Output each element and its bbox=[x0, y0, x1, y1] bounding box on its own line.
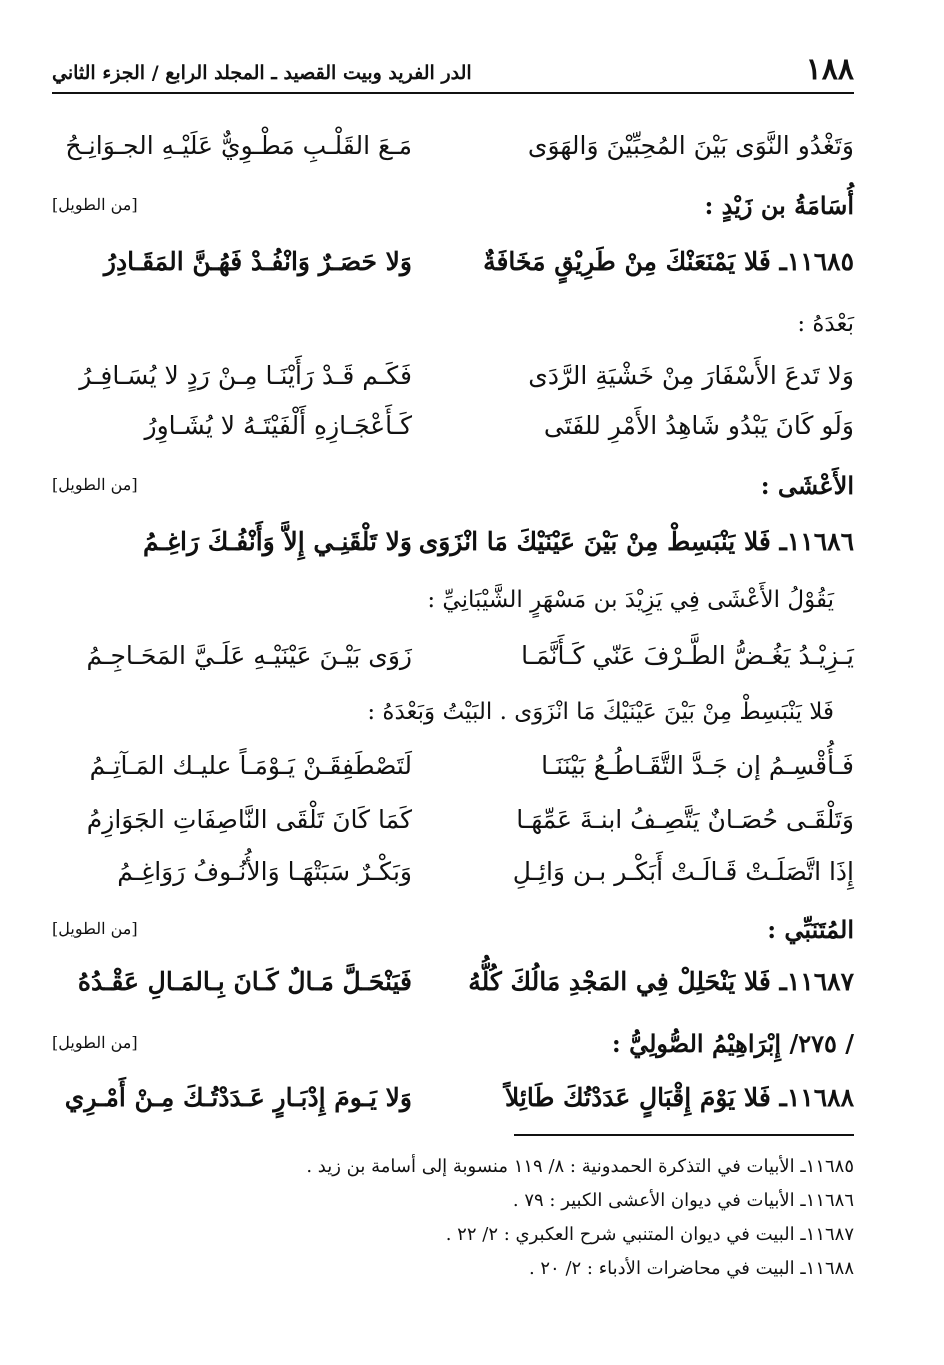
verse-second-hemistich: وَلا حَصَـرٌ وَانْفُـدْ فَهُـنَّ المَقَـادِرُ bbox=[103, 247, 412, 276]
poet-name: / ٢٧٥/ إِبْرَاهِيْمُ الصُّولِيُّ : bbox=[611, 1029, 854, 1058]
verse-second-hemistich: فَكَـم قَـدْ رَأَيْنَـا مِـنْ رَدٍ لا يُسَـافِـرُ bbox=[79, 361, 412, 390]
numbered-verse-line bbox=[52, 518, 854, 566]
footnote: ١١٦٨٨ـ البيت في محاضرات الأدباء : ٢/ ٢٠ . bbox=[528, 1258, 854, 1279]
verse-first-hemistich-text: فَلا يَنْحَلِلْ فِي المَجْدِ مَالُكَ كُلُّهُ bbox=[468, 967, 771, 996]
verse-line bbox=[52, 122, 854, 170]
verse-first-hemistich: وَلَو كَانَ يَبْدُو شَاهِدُ الأَمْرِ للفَتَى bbox=[543, 411, 854, 440]
verse-first-hemistich: وَتَغْدُو النَّوَى بَيْنَ المُحِبِّيْنَ وَالهَوَى bbox=[527, 131, 854, 160]
footnote: ١١٦٨٦ـ الأبيات في ديوان الأعشى الكبير : ٧٩ . bbox=[512, 1190, 854, 1211]
footnote-separator bbox=[514, 1134, 854, 1136]
poet-heading bbox=[52, 462, 854, 510]
verse-line bbox=[52, 742, 854, 790]
page-body bbox=[52, 0, 854, 1130]
meter-label: [من الطويل] bbox=[52, 475, 138, 494]
prose-text: فَلا يَنْبَسِطْ مِنْ بَيْنَ عَيْنَيْكَ مَا انْزَوَى . البَيْتُ وَبَعْدَهُ : bbox=[367, 699, 834, 725]
verse-second-hemistich: وَلا تَلْقَنِـي إِلاَّ وَأَنْفُـكَ رَاغِـمُ bbox=[142, 527, 412, 556]
verse-first-hemistich bbox=[468, 958, 854, 1006]
verse-first-hemistich: وَتَلْقَـى حُصَـانٌ يَتَّصِـفُ ابنـةَ عَمِّهَـا bbox=[516, 805, 854, 834]
verse-number: ١١٦٨٨ـ bbox=[779, 1083, 854, 1112]
prose-text: يَقُوْلُ الأَعْشَى فِي يَزِيْدَ بن مَسْهَرٍ الشَّيْبَانِيِّ : bbox=[427, 587, 834, 613]
verse-number: ١١٦٨٧ـ bbox=[779, 967, 854, 996]
footnotes bbox=[52, 1150, 854, 1286]
verse-number: ١١٦٨٥ـ bbox=[779, 247, 854, 276]
footnote: ١١٦٨٧ـ البيت في ديوان المتنبي شرح العكبري : ٢/ ٢٢ . bbox=[445, 1224, 854, 1245]
verse-first-hemistich-text: فَلا يَمْنَعَنْكَ مِنْ طَرِيْقٍ مَخَافَةٌ bbox=[483, 247, 771, 276]
verse-second-hemistich: وَلا يَـومَ إِدْبَـارٍ عَـدَدْتُـكَ مِـنْ أَمْـرِي bbox=[64, 1083, 412, 1112]
running-title: الدر الفريد وبيت القصيد ـ المجلد الرابع / الجزء الثاني bbox=[52, 62, 472, 84]
verse-first-hemistich: إِذَا اتَّصَلَـتْ قَـالَـتْ أَبَكْـر بـن وَائِـلِ bbox=[512, 857, 854, 886]
prose-line bbox=[52, 576, 854, 624]
verse-line bbox=[52, 796, 854, 844]
footnote: ١١٦٨٥ـ الأبيات في التذكرة الحمدونية : ٨/ ١١٩ منسوبة إلى أسامة بن زيد . bbox=[306, 1156, 854, 1177]
verse-second-hemistich: زَوَى بَيْـنَ عَيْنَيْـهِ عَلَـيَّ المَحَـاجِـمُ bbox=[86, 641, 412, 670]
poet-name: أُسَامَةُ بن زَيْدٍ : bbox=[704, 191, 854, 220]
numbered-verse-line bbox=[52, 958, 854, 1006]
numbered-verse-line bbox=[52, 1074, 854, 1122]
verse-first-hemistich bbox=[418, 518, 854, 566]
verse-first-hemistich bbox=[474, 1074, 854, 1122]
verse-second-hemistich: وَبَكْـرٌ سَبَتْهَـا وَالأُنُـوفُ رَوَاغِـمُ bbox=[117, 857, 412, 886]
verse-first-hemistich bbox=[474, 238, 854, 286]
verse-line bbox=[52, 352, 854, 400]
meter-label: [من الطويل] bbox=[52, 919, 138, 938]
verse-number: ١١٦٨٦ـ bbox=[779, 527, 854, 556]
prose-text: بَعْدَهُ : bbox=[797, 311, 854, 337]
verse-line bbox=[52, 848, 854, 896]
verse-first-hemistich: وَلا تَدعَ الأَسْفَارَ مِنْ خَشْيَةِ الرَّدَى bbox=[528, 361, 854, 390]
verse-line bbox=[52, 402, 854, 450]
verse-first-hemistich: يَـزِيْـدُ يَغُـضُّ الطَّـرْفَ عَنّي كَـأَنَّمَـا bbox=[521, 641, 854, 670]
verse-second-hemistich: كَمَا كَانَ تَلْقَى النَّاصِفَاتِ الجَوَازِمُ bbox=[86, 805, 412, 834]
verse-second-hemistich: كَـأَعْجَـازِهِ أَلْفَيْتَـهُ لا يُشَـاوِرُ bbox=[144, 411, 412, 440]
page-number: ١٨٨ bbox=[805, 52, 854, 87]
poet-heading bbox=[52, 1020, 854, 1068]
meter-label: [من الطويل] bbox=[52, 195, 138, 214]
verse-second-hemistich: فَيَنْحَـلَّ مَـالٌ كَـانَ بِـالمَـالِ عَقْـدُهُ bbox=[77, 967, 412, 996]
poet-heading bbox=[52, 906, 854, 954]
prose-line bbox=[52, 300, 854, 348]
verse-first-hemistich-text: فَلا يَوْمَ إِقْبَالٍ عَدَدْتُكَ طَائِلاً bbox=[504, 1083, 771, 1112]
poet-name: الأَعْشَى : bbox=[760, 471, 854, 500]
meter-label: [من الطويل] bbox=[52, 1033, 138, 1052]
numbered-verse-line bbox=[52, 238, 854, 286]
verse-first-hemistich: فَـأُقْسِـمُ إن جَـدَّ التَّقَـاطُـعُ بَيْنَنَـا bbox=[541, 751, 854, 780]
prose-line bbox=[52, 688, 854, 736]
verse-first-hemistich-text: فَلا يَنْبَسِطْ مِنْ بَيْنَ عَيْنَيْكَ مَا انْزَوَى bbox=[418, 527, 771, 556]
verse-line bbox=[52, 632, 854, 680]
verse-second-hemistich: لَتَصْطَفِقَـنْ يَـوْمَـاً عليـك المَـآتِـمُ bbox=[89, 751, 412, 780]
verse-second-hemistich: مَـعَ القَلْـبِ مَطْـوِيٌّ عَلَيْـهِ الجـوَانِـحُ bbox=[65, 131, 412, 160]
poet-name: المُتَنَبِّي : bbox=[767, 915, 854, 944]
poet-heading bbox=[52, 182, 854, 230]
